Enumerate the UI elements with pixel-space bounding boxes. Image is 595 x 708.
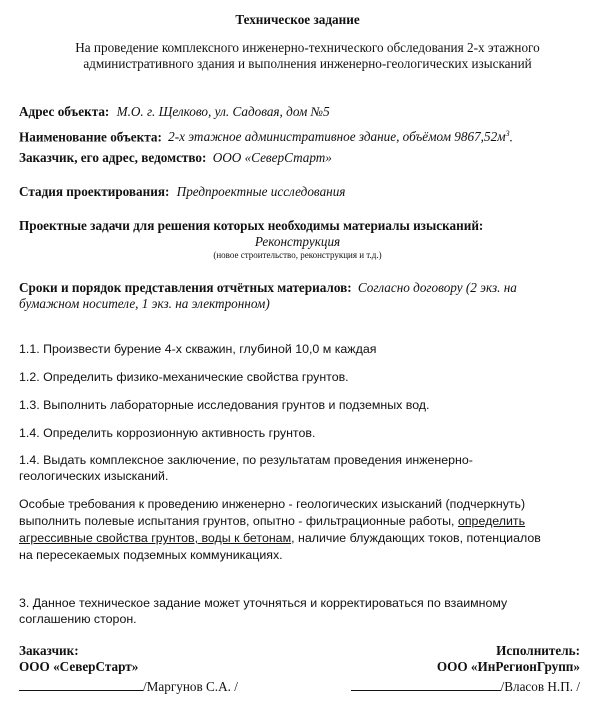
list-item-5-line-2: геологических изысканий. (19, 469, 169, 483)
special-line-4: на пересекаемых подземных коммуникациях. (19, 548, 283, 562)
terms-row (19, 280, 517, 296)
object-name-end: . (509, 129, 513, 145)
special-line-3 (19, 530, 541, 546)
stage-row (19, 184, 345, 200)
terms-value-1: Согласно договору (2 экз. на (357, 280, 517, 295)
tasks-note: (новое строительство, реконструкция и т.д.) (213, 250, 382, 260)
list-item-5-line-1: 1.4. Выдать комплексное заключение, по результатам проведения инженерно- (19, 453, 473, 467)
customer-sign-label: Заказчик: (19, 643, 79, 658)
contractor-signature-line (351, 678, 501, 691)
contractor-signer: /Власов Н.П. / (500, 679, 580, 694)
object-name-sup: 3 (505, 129, 510, 138)
object-name-value: 2-х этажное административное здание, объёмом 9867,52м (168, 129, 506, 145)
note-line-2: соглашению сторон. (19, 612, 137, 626)
contractor-sign-label: Исполнитель: (496, 643, 580, 658)
address-label: Адрес объекта: (19, 104, 110, 119)
special-line-2 (19, 513, 525, 529)
contractor-sign-org: ООО «ИнРегионГрупп» (436, 659, 580, 674)
customer-label: Заказчик, его адрес, ведомство: (19, 150, 207, 165)
list-item-3: 1.3. Выполнить лабораторные исследования грунтов и подземных вод. (19, 398, 430, 412)
stage-value: Предпроектные исследования (176, 184, 346, 199)
customer-row (19, 150, 332, 166)
tasks-label: Проектные задачи для решения которых необходимы материалы изысканий: (19, 218, 484, 233)
list-item-1: 1.1. Произвести бурение 4-х скважин, глубиной 10,0 м каждая (19, 342, 377, 356)
customer-value: ООО «СеверСтарт» (212, 150, 332, 165)
terms-value-2: бумажном носителе, 1 экз. на электронном) (19, 296, 270, 311)
special-line-2-underlined: определить (457, 514, 526, 528)
customer-signature-line (19, 678, 143, 691)
customer-sign-org: ООО «СеверСтарт» (19, 659, 139, 674)
object-name-row (19, 126, 513, 145)
special-line-2-text: выполнить полевые испытания грунтов, опытно - фильтрационные работы, (19, 514, 458, 528)
special-line-1: Особые требования к проведению инженерно - геологических изысканий (подчеркнуть) (19, 497, 526, 511)
customer-signature-row (19, 678, 238, 695)
customer-signer: /Маргунов С.А. / (143, 679, 238, 694)
document-title: Техническое задание (235, 12, 360, 27)
terms-label: Сроки и порядок представления отчётных материалов: (19, 280, 352, 295)
stage-label: Стадия проектирования: (19, 184, 170, 199)
special-line-3-text: , наличие блуждающих токов, потенциалов (291, 531, 541, 545)
contractor-signature-row (300, 678, 580, 695)
tasks-value: Реконструкция (254, 234, 341, 249)
note-line-1: 3. Данное техническое задание может уточняться и корректироваться по взаимному (19, 596, 508, 610)
subtitle-line-2: административного здания и выполнения инженерно-геологических изысканий (83, 56, 532, 71)
object-name-label: Наименование объекта: (19, 129, 162, 145)
address-value: М.О. г. Щелково, ул. Садовая, дом №5 (116, 104, 330, 119)
special-line-3-underlined: агрессивные свойства грунтов, воды к бетонам (19, 531, 292, 545)
list-item-4: 1.4. Определить коррозионную активность грунтов. (19, 426, 316, 440)
subtitle-line-1: На проведение комплексного инженерно-технического обследования 2-х этажного (75, 40, 540, 55)
address-row (19, 104, 330, 120)
list-item-2: 1.2. Определить физико-механические свойства грунтов. (19, 370, 349, 384)
